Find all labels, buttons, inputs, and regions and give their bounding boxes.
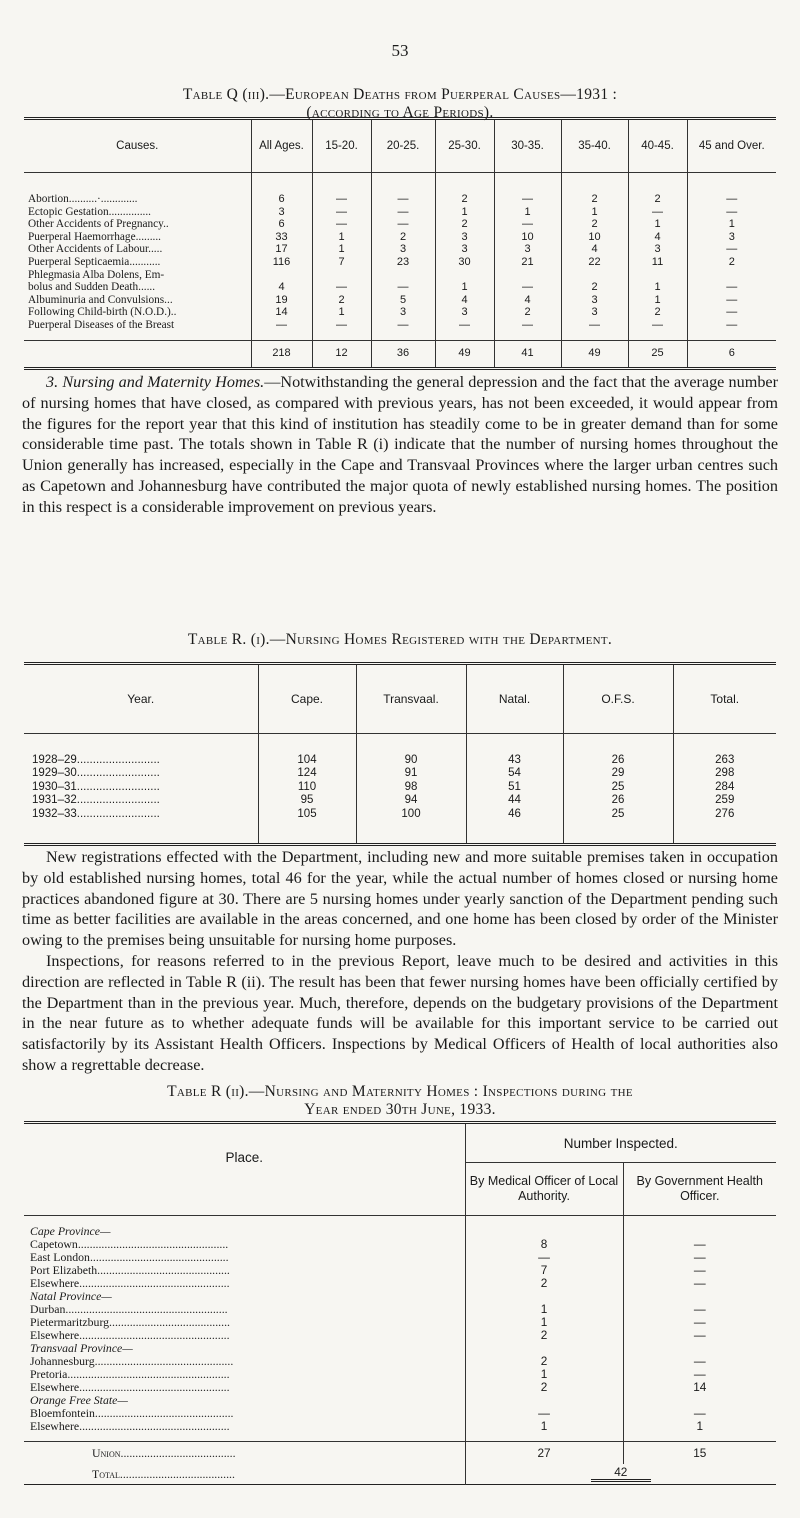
table-r2-title-line1: Table R (ii).—Nursing and Maternity Homes : Inspections during the — [167, 1083, 633, 1100]
table-q-cell: 10 — [494, 231, 561, 244]
table-r1-cell: 46 — [466, 808, 563, 845]
table-r2-medical-officer: 2 — [465, 1355, 623, 1368]
table-r1-cell: 25 — [563, 808, 673, 845]
table-r1-row — [24, 734, 776, 768]
table-q-cell: 21 — [494, 256, 561, 269]
table-r1-cell: 124 — [258, 767, 356, 780]
table-r1-header-4: O.F.S. — [563, 664, 673, 734]
table-q-total-cell — [24, 340, 251, 368]
table-q-cell: 2 — [561, 218, 628, 231]
table-q-cell: 3 — [435, 243, 494, 256]
table-r2-row — [24, 1381, 776, 1394]
table-q-cell: 30 — [435, 256, 494, 269]
table-q-cell: 1 — [312, 306, 371, 319]
table-q-cell — [494, 269, 561, 282]
table-q-cell: 2 — [312, 294, 371, 307]
table-q-cell: — — [628, 319, 687, 340]
table-r2-row — [24, 1329, 776, 1342]
table-r1-cell: 276 — [673, 808, 776, 845]
table-q-cell: — — [687, 206, 776, 219]
table-q-cell: 3 — [251, 206, 312, 219]
table-q-cell: 1 — [312, 243, 371, 256]
table-r2-place: Elsewhere................................................... — [30, 1419, 230, 1433]
table-q-row — [24, 256, 776, 269]
table-q-total-cell: 36 — [371, 340, 435, 368]
table-r2-place: Transvaal Province— — [30, 1341, 133, 1355]
table-q-cell: 33 — [251, 231, 312, 244]
table-q-row — [24, 206, 776, 219]
table-q-title-line2: (according to Age Periods). — [306, 104, 494, 121]
table-q-cell: — — [312, 218, 371, 231]
table-q-cell: — — [494, 218, 561, 231]
table-r2-place: Natal Province— — [30, 1289, 112, 1303]
table-r1-cell: 298 — [673, 767, 776, 780]
table-r1-header-2: Transvaal. — [356, 664, 466, 734]
table-q-cell: 4 — [628, 231, 687, 244]
table-r1-cell: 100 — [356, 808, 466, 845]
table-r2-medical-officer: 2 — [465, 1381, 623, 1394]
table-q-cause: Puerperal Diseases of the Breast — [28, 318, 175, 331]
table-q-cell: — — [687, 281, 776, 294]
table-r2-medical-officer: — — [465, 1251, 623, 1264]
table-q-cell: 14 — [251, 306, 312, 319]
table-q-cell: 7 — [312, 256, 371, 269]
table-q-cell: 10 — [561, 231, 628, 244]
table-r1-cell: 284 — [673, 781, 776, 794]
table-q-cell: 23 — [371, 256, 435, 269]
total-row — [24, 1464, 776, 1485]
table-r2-government-officer: — — [623, 1303, 776, 1316]
table-r2-place: Durban....................................................... — [30, 1302, 228, 1316]
table-q-cell: 6 — [251, 218, 312, 231]
section-3-text: —Notwithstanding the general depression and the fact that the average number of nursing homes that have closed, as compared with previous years, has not been exceeded, it would appear from the figures for the report year that this kind of institution has steadily come to be in greater demand than for some considerable time past. The totals shown in Table R (i) indicate that the number of nursing homes throughout the Union generally has increased, especially in the Cape and Transvaal Provinces where the larger urban centres such as Capetown and Johannesburg have contributed the major quota of newly established nursing homes. The position in this respect is a considerable improvement on previous years. — [22, 373, 778, 516]
table-q-cell: 2 — [561, 281, 628, 294]
union-government-officer: 15 — [623, 1442, 776, 1465]
table-r1-cell: 91 — [356, 767, 466, 780]
table-q-total-cell: 41 — [494, 340, 561, 368]
table-r2-place: Johannesburg............................................... — [30, 1354, 234, 1368]
table-q-cell: — — [687, 243, 776, 256]
total-value-cell — [465, 1464, 776, 1485]
table-r1-cell: 105 — [258, 808, 356, 845]
table-q-cell: — — [687, 319, 776, 340]
table-r1-header-1: Cape. — [258, 664, 356, 734]
paragraph-inspections: Inspections, for reasons referred to in the previous Report, leave much to be desired and activities in this direction are reflected in Table R (ii). The result has been that fewer nursing homes have been officially certified by the Department than in the previous year. Much, therefore, depends on the budgetary provisions of the Department in the near future as to whether adequate funds will be available for this important service to be carried out satisfactorily by its Assistant Health Officers. Inspections by Medical Officers of Health of local authorities also show a regrettable decrease. — [22, 951, 778, 1074]
table-q-header-3: 20-25. — [371, 119, 435, 173]
table-q-cell: — — [371, 173, 435, 206]
table-q-cell: — — [371, 206, 435, 219]
total-value: 42 — [591, 1466, 651, 1482]
table-q-cell: 3 — [435, 231, 494, 244]
table-r1-cell: 51 — [466, 781, 563, 794]
table-q-cell: 17 — [251, 243, 312, 256]
table-r1-cell: 43 — [466, 734, 563, 768]
table-q-cause: Other Accidents of Labour..... — [28, 243, 163, 256]
col-header-government-officer: By Government Health Officer. — [623, 1163, 776, 1216]
table-q-cause: Albuminuria and Convulsions... — [28, 293, 173, 306]
table-q-cell: 3 — [687, 231, 776, 244]
table-q-cell: 1 — [561, 206, 628, 219]
table-q-header-2: 15-20. — [312, 119, 371, 173]
table-r1-row — [24, 781, 776, 794]
table-q-cell: — — [312, 319, 371, 340]
table-q-cell: 3 — [561, 306, 628, 319]
table-r2-province-row — [24, 1216, 776, 1239]
table-r2-government-officer: — — [623, 1264, 776, 1277]
table-r2-government-officer: — — [623, 1316, 776, 1329]
table-q-cell — [561, 269, 628, 282]
table-q-cell: — — [687, 294, 776, 307]
table-q-cell: 4 — [435, 294, 494, 307]
table-q-row — [24, 218, 776, 231]
table-q-cell: 2 — [628, 173, 687, 206]
table-q-cell: 19 — [251, 294, 312, 307]
table-q-cell: 3 — [561, 294, 628, 307]
table-q-row — [24, 281, 776, 294]
table-r1-cell: 54 — [466, 767, 563, 780]
table-q-cell: — — [371, 319, 435, 340]
table-r2-medical-officer — [465, 1216, 623, 1239]
table-r1-header-0: Year. — [24, 664, 258, 734]
table-q-cell: — — [628, 206, 687, 219]
total-label: Total....................................... — [92, 1466, 235, 1481]
table-r2-title-line2: Year ended 30th June, 1933. — [304, 1101, 496, 1118]
table-q-cell: — — [312, 173, 371, 206]
table-r2-place: Cape Province— — [30, 1224, 111, 1238]
table-q-cell: — — [435, 319, 494, 340]
body-paragraphs — [22, 847, 778, 1076]
table-r1-cell: 94 — [356, 794, 466, 807]
table-q-row — [24, 269, 776, 282]
table-r1-year: 1931–32.......................... — [32, 794, 160, 807]
table-q-row — [24, 319, 776, 340]
table-r1-cell: 98 — [356, 781, 466, 794]
table-q-cell — [687, 269, 776, 282]
table-r2-government-officer — [623, 1216, 776, 1239]
table-r2-place: Orange Free State— — [30, 1393, 128, 1407]
table-q-cell: 22 — [561, 256, 628, 269]
table-r1-cell: 90 — [356, 734, 466, 768]
table-q-cell: 1 — [435, 281, 494, 294]
table-q-title-line1: Table Q (iii).—European Deaths from Puerperal Causes—1931 : — [182, 86, 618, 103]
table-r1-cell: 263 — [673, 734, 776, 768]
table-r2-government-officer: — — [623, 1329, 776, 1342]
table-r1-cell: 95 — [258, 794, 356, 807]
table-q-cell: — — [371, 218, 435, 231]
table-q-cell: 2 — [628, 306, 687, 319]
table-q-row — [24, 294, 776, 307]
table-r2-government-officer: — — [623, 1407, 776, 1420]
table-q-total-cell: 218 — [251, 340, 312, 368]
table-r2-row — [24, 1277, 776, 1290]
table-q-cell: — — [687, 306, 776, 319]
table-q-cell — [628, 269, 687, 282]
table-r1-row — [24, 794, 776, 807]
table-r2-place: Port Elizabeth............................................. — [30, 1263, 230, 1277]
table-r2-place: Elsewhere................................................... — [30, 1328, 230, 1342]
table-r2-medical-officer: 1 — [465, 1420, 623, 1442]
table-q-cause: Ectopic Gestation............... — [28, 205, 151, 218]
table-r2-place: Pretoria....................................................... — [30, 1367, 230, 1381]
table-q-cell: 5 — [371, 294, 435, 307]
table-q-cause: Puerperal Septicaemia........... — [28, 255, 161, 268]
table-q — [24, 117, 776, 370]
table-r2-medical-officer: 2 — [465, 1277, 623, 1290]
table-q-cell: 1 — [687, 218, 776, 231]
table-q-cell: 1 — [628, 218, 687, 231]
table-q-row — [24, 173, 776, 206]
table-q-cell: 1 — [435, 206, 494, 219]
table-r1-cell: 25 — [563, 781, 673, 794]
table-q-cell: 1 — [312, 231, 371, 244]
table-q-cause: Following Child-birth (N.O.D.).. — [28, 306, 177, 319]
table-q-cell: 2 — [435, 173, 494, 206]
table-q-cell: 2 — [494, 306, 561, 319]
table-r1-header-5: Total. — [673, 664, 776, 734]
table-r1-cell: 104 — [258, 734, 356, 768]
table-r2-government-officer: — — [623, 1277, 776, 1290]
table-r1-header-3: Natal. — [466, 664, 563, 734]
table-r1-year: 1929–30.......................... — [32, 767, 160, 780]
union-medical-officer: 27 — [465, 1442, 623, 1465]
section-3-heading: 3. Nursing and Maternity Homes. — [46, 373, 265, 391]
table-q-header-7: 40-45. — [628, 119, 687, 173]
table-r1-year: 1932–33.......................... — [32, 807, 160, 820]
table-q-cause: bolus and Sudden Death...... — [28, 281, 156, 294]
table-q-cell: 4 — [561, 243, 628, 256]
section-3-paragraph — [22, 372, 778, 518]
table-r1-row — [24, 808, 776, 845]
table-r2-medical-officer: 1 — [465, 1303, 623, 1316]
table-r1-title-line: Table R. (i).—Nursing Homes Registered with the Department. — [187, 631, 613, 648]
col-header-medical-officer: By Medical Officer of Local Authority. — [465, 1163, 623, 1216]
page-number: 53 — [391, 41, 409, 60]
table-q-row — [24, 306, 776, 319]
table-r2-medical-officer: — — [465, 1407, 623, 1420]
table-q-cell: 3 — [494, 243, 561, 256]
union-label: Union....................................... — [24, 1442, 465, 1465]
col-header-place: Place. — [24, 1123, 465, 1216]
table-r1-cell: 26 — [563, 794, 673, 807]
table-r1-cell: 44 — [466, 794, 563, 807]
table-r1-title — [0, 631, 800, 649]
table-q-total-cell: 49 — [561, 340, 628, 368]
table-q-cell: — — [687, 173, 776, 206]
table-r2-medical-officer: 8 — [465, 1238, 623, 1251]
table-q-total-cell: 6 — [687, 340, 776, 368]
table-q-cell: — — [494, 281, 561, 294]
table-q-cell: — — [251, 319, 312, 340]
table-q-cell: 2 — [435, 218, 494, 231]
table-r2-government-officer: 1 — [623, 1420, 776, 1442]
table-r2-place: Pietermaritzburg......................................... — [30, 1315, 230, 1329]
paragraph-new-registrations: New registrations effected with the Department, including new and more suitable premises taken in occupation by old established nursing homes, total 46 for the year, while the actual number of homes closed or nursing home practices abandoned figure at 30. There are 5 nursing homes under yearly sanction of the Department pending such time as better facilities are available in the areas concerned, and one home has been closed by order of the Minister owing to the premises being unsuitable for nursing home purposes. — [22, 848, 778, 950]
table-r2-title — [0, 1083, 800, 1119]
table-q-cell: 3 — [371, 306, 435, 319]
table-q-cell: — — [312, 206, 371, 219]
table-r2-government-officer: — — [623, 1251, 776, 1264]
table-q-cell: 3 — [628, 243, 687, 256]
table-r2 — [24, 1121, 776, 1485]
table-r2-government-officer: — — [623, 1355, 776, 1368]
table-r1-cell: 110 — [258, 781, 356, 794]
table-q-header-0: Causes. — [24, 119, 251, 173]
table-q-cause: Other Accidents of Pregnancy.. — [28, 218, 169, 231]
table-q-cell: — — [561, 319, 628, 340]
table-r1-cell: 26 — [563, 734, 673, 768]
table-r2-place: Elsewhere................................................... — [30, 1276, 230, 1290]
table-q-cell — [312, 269, 371, 282]
table-r2-row — [24, 1420, 776, 1442]
table-q-row — [24, 231, 776, 244]
table-q-header-1: All Ages. — [251, 119, 312, 173]
table-q-cell: 6 — [251, 173, 312, 206]
table-q-cell: 1 — [628, 281, 687, 294]
table-q-cell: 4 — [251, 281, 312, 294]
table-q-cause: Puerperal Haemorrhage......... — [28, 230, 161, 243]
table-q-cell: — — [494, 319, 561, 340]
table-r2-government-officer: 14 — [623, 1381, 776, 1394]
table-q-header-5: 30-35. — [494, 119, 561, 173]
table-r2-government-officer: — — [623, 1238, 776, 1251]
table-q-cell: 4 — [494, 294, 561, 307]
table-q-header-4: 25-30. — [435, 119, 494, 173]
table-q-header-6: 35-40. — [561, 119, 628, 173]
table-r1-cell: 259 — [673, 794, 776, 807]
table-q-cell: — — [312, 281, 371, 294]
table-q-cell: 2 — [561, 173, 628, 206]
table-q-row — [24, 243, 776, 256]
table-r2-medical-officer: 2 — [465, 1329, 623, 1342]
table-q-header-8: 45 and Over. — [687, 119, 776, 173]
table-r1-cell: 29 — [563, 767, 673, 780]
table-r2-place: Bloemfontein............................................... — [30, 1406, 234, 1420]
table-r1-row — [24, 767, 776, 780]
table-r2-medical-officer: 1 — [465, 1316, 623, 1329]
table-r2-place: Capetown................................................... — [30, 1237, 229, 1251]
table-q-cell: 2 — [687, 256, 776, 269]
table-r1-year: 1928–29.......................... — [32, 754, 160, 766]
union-row — [24, 1442, 776, 1465]
table-q-cell: 11 — [628, 256, 687, 269]
table-q-cell: 116 — [251, 256, 312, 269]
table-q-cell: 3 — [371, 243, 435, 256]
table-q-total-cell: 12 — [312, 340, 371, 368]
table-r2-government-officer: — — [623, 1368, 776, 1381]
table-q-cell: — — [494, 173, 561, 206]
table-r2-medical-officer: 1 — [465, 1368, 623, 1381]
table-r1 — [24, 662, 776, 846]
table-q-cause: Phlegmasia Alba Dolens, Em- — [28, 268, 165, 281]
table-q-cell: — — [371, 281, 435, 294]
table-r2-medical-officer: 7 — [465, 1264, 623, 1277]
table-q-cell — [251, 269, 312, 282]
table-q-cell: 3 — [435, 306, 494, 319]
table-q-total-cell: 25 — [628, 340, 687, 368]
table-q-cell: 2 — [371, 231, 435, 244]
table-r2-place: Elsewhere................................................... — [30, 1380, 230, 1394]
col-header-number-inspected: Number Inspected. — [465, 1123, 776, 1163]
table-q-totals-row — [24, 340, 776, 368]
table-r2-place: East London............................................... — [30, 1250, 229, 1264]
table-q-cell: 1 — [494, 206, 561, 219]
table-q-cause: Abortion..........·............. — [28, 193, 138, 205]
table-q-cell — [435, 269, 494, 282]
table-q-cell — [371, 269, 435, 282]
table-q-cell: 1 — [628, 294, 687, 307]
table-r1-year: 1930–31.......................... — [32, 780, 160, 793]
table-q-total-cell: 49 — [435, 340, 494, 368]
